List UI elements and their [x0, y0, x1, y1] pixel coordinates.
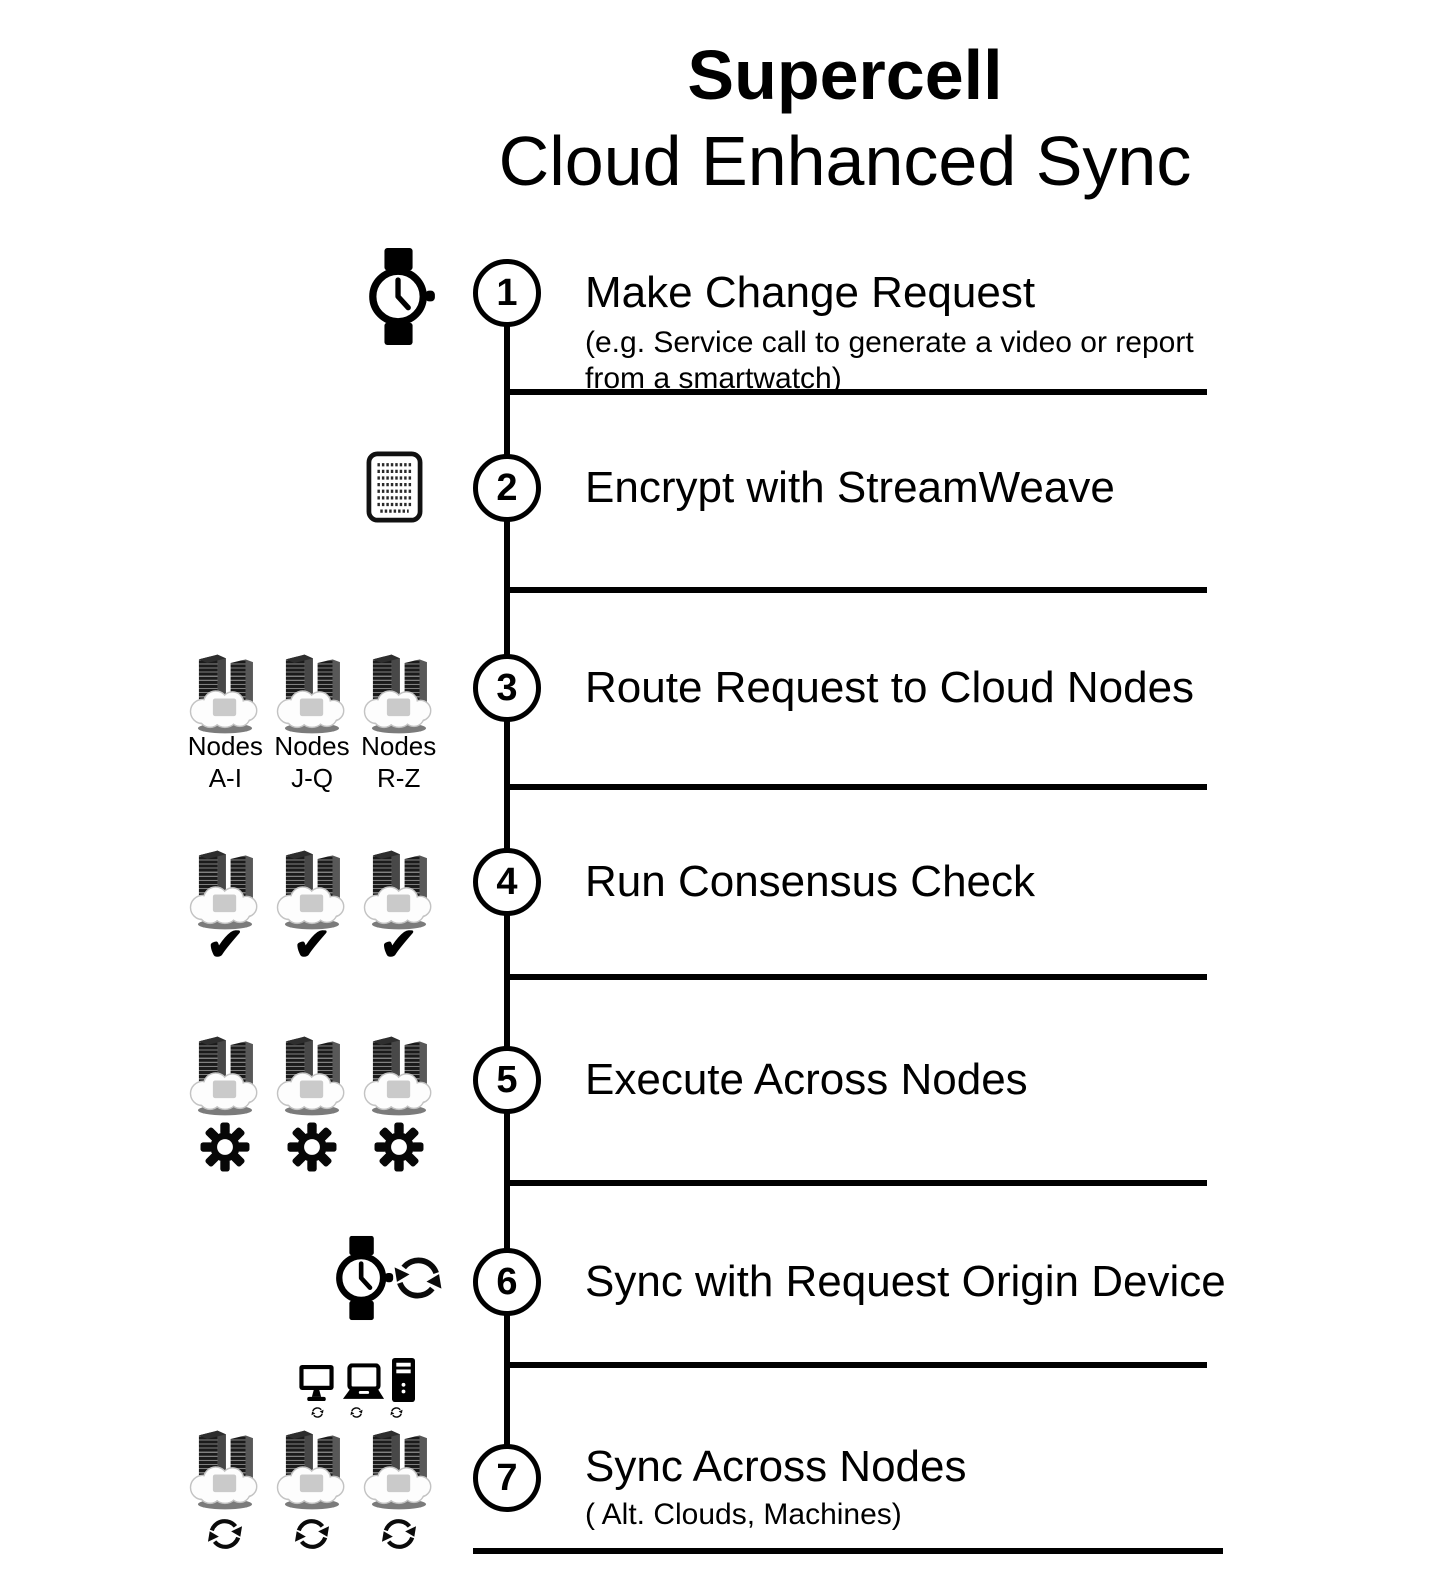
sync-arrows-icon — [309, 1404, 326, 1421]
step-6-number-badge — [473, 1248, 541, 1316]
page-subtitle: Cloud Enhanced Sync — [498, 122, 1192, 200]
sync-arrows-icon — [348, 1404, 365, 1421]
laptop-icon — [342, 1363, 385, 1403]
step-separator-line — [507, 587, 1207, 593]
page-title: Supercell — [687, 36, 1003, 114]
node-label-name: Nodes — [187, 731, 263, 761]
node-label — [182, 730, 269, 794]
step-separator-line — [507, 784, 1207, 790]
step-separator-line — [507, 1180, 1207, 1186]
step-5-text — [585, 1055, 1028, 1105]
gear-cell — [269, 1122, 356, 1172]
node-sync-row — [182, 1510, 442, 1558]
node-label-range: A-I — [208, 763, 242, 793]
step-1-number-badge — [473, 259, 541, 327]
device-row — [298, 1357, 416, 1403]
step-7-number-badge — [473, 1444, 541, 1512]
step-7-text — [585, 1442, 967, 1533]
desktop-monitor-icon — [298, 1363, 335, 1403]
step-number: 3 — [496, 666, 518, 709]
gear-cell — [355, 1122, 442, 1172]
node-label-name: Nodes — [274, 731, 350, 761]
gear-cell — [182, 1122, 269, 1172]
step-6-text — [585, 1257, 1226, 1307]
step-number: 7 — [496, 1456, 518, 1499]
cloud-server-icon — [271, 1030, 353, 1116]
consensus-checks — [182, 920, 442, 968]
cloud-server-icon — [271, 648, 353, 734]
sync-arrows-icon — [288, 1510, 336, 1558]
sync-arrows-icon — [201, 1510, 249, 1558]
gear-icon — [287, 1122, 337, 1172]
execution-gears — [182, 1122, 442, 1172]
bottom-separator-line — [473, 1548, 1223, 1554]
step-1-text — [585, 268, 1225, 397]
step-3-text — [585, 663, 1194, 713]
cloud-server-icon — [184, 1424, 266, 1510]
cloud-server-row — [184, 648, 440, 734]
step-5-title: Execute Across Nodes — [585, 1055, 1028, 1104]
check-icon: ✔ — [379, 918, 418, 970]
step-number: 6 — [496, 1260, 518, 1303]
step-4-number-badge — [473, 848, 541, 916]
check-icon: ✔ — [206, 918, 245, 970]
smartwatch-icon — [362, 248, 436, 345]
node-label-name: Nodes — [361, 731, 437, 761]
device-sync-row — [298, 1404, 416, 1421]
step-separator-line — [507, 974, 1207, 980]
sync-cell — [269, 1510, 356, 1558]
cloud-server-row — [184, 1424, 440, 1510]
step-separator-line — [507, 1362, 1207, 1368]
cloud-server-icon — [358, 1030, 440, 1116]
sync-cell — [182, 1510, 269, 1558]
sync-arrows-icon — [385, 1245, 451, 1311]
step-4-text — [585, 857, 1035, 907]
cloud-server-row — [184, 1030, 440, 1116]
check-icon: ✔ — [292, 918, 332, 970]
step-4-title: Run Consensus Check — [585, 857, 1036, 906]
node-label-range: J-Q — [291, 763, 333, 793]
step-5-number-badge — [473, 1046, 541, 1114]
sync-cell — [355, 1510, 442, 1558]
step-7-title: Sync Across Nodes — [585, 1442, 967, 1491]
node-label — [355, 730, 442, 794]
cloud-server-icon — [184, 1030, 266, 1116]
step-2-number-badge — [473, 454, 541, 522]
step-3-number-badge — [473, 654, 541, 722]
smartwatch-sync-icon — [330, 1232, 451, 1324]
step-1-title: Make Change Request — [585, 268, 1036, 317]
cloud-server-icon — [358, 1424, 440, 1510]
cloud-server-icon — [184, 648, 266, 734]
sync-arrows-icon — [375, 1510, 423, 1558]
sync-arrows-icon — [388, 1404, 405, 1421]
step-2-text — [585, 463, 1115, 513]
step-number: 4 — [496, 860, 518, 903]
node-label-range: R-Z — [377, 763, 421, 793]
header — [236, 36, 1454, 200]
desktop-tower-icon — [391, 1357, 416, 1403]
step-1-description: (e.g. Service call to generate a video or report from a smartwatch) — [585, 326, 1194, 395]
step-3-title: Route Request to Cloud Nodes — [585, 663, 1195, 712]
step-number: 1 — [496, 271, 518, 314]
step-number: 5 — [496, 1058, 518, 1101]
cloud-server-icon — [358, 648, 440, 734]
cloud-server-icon — [271, 1424, 353, 1510]
step-number: 2 — [496, 466, 518, 509]
gear-icon — [374, 1122, 424, 1172]
node-labels — [182, 730, 442, 794]
step-7-description: ( Alt. Clouds, Machines) — [585, 1498, 902, 1531]
encrypted-document-icon — [366, 451, 423, 523]
step-6-title: Sync with Request Origin Device — [585, 1257, 1226, 1306]
step-2-title: Encrypt with StreamWeave — [585, 463, 1115, 512]
gear-icon — [200, 1122, 250, 1172]
node-label — [269, 730, 356, 794]
